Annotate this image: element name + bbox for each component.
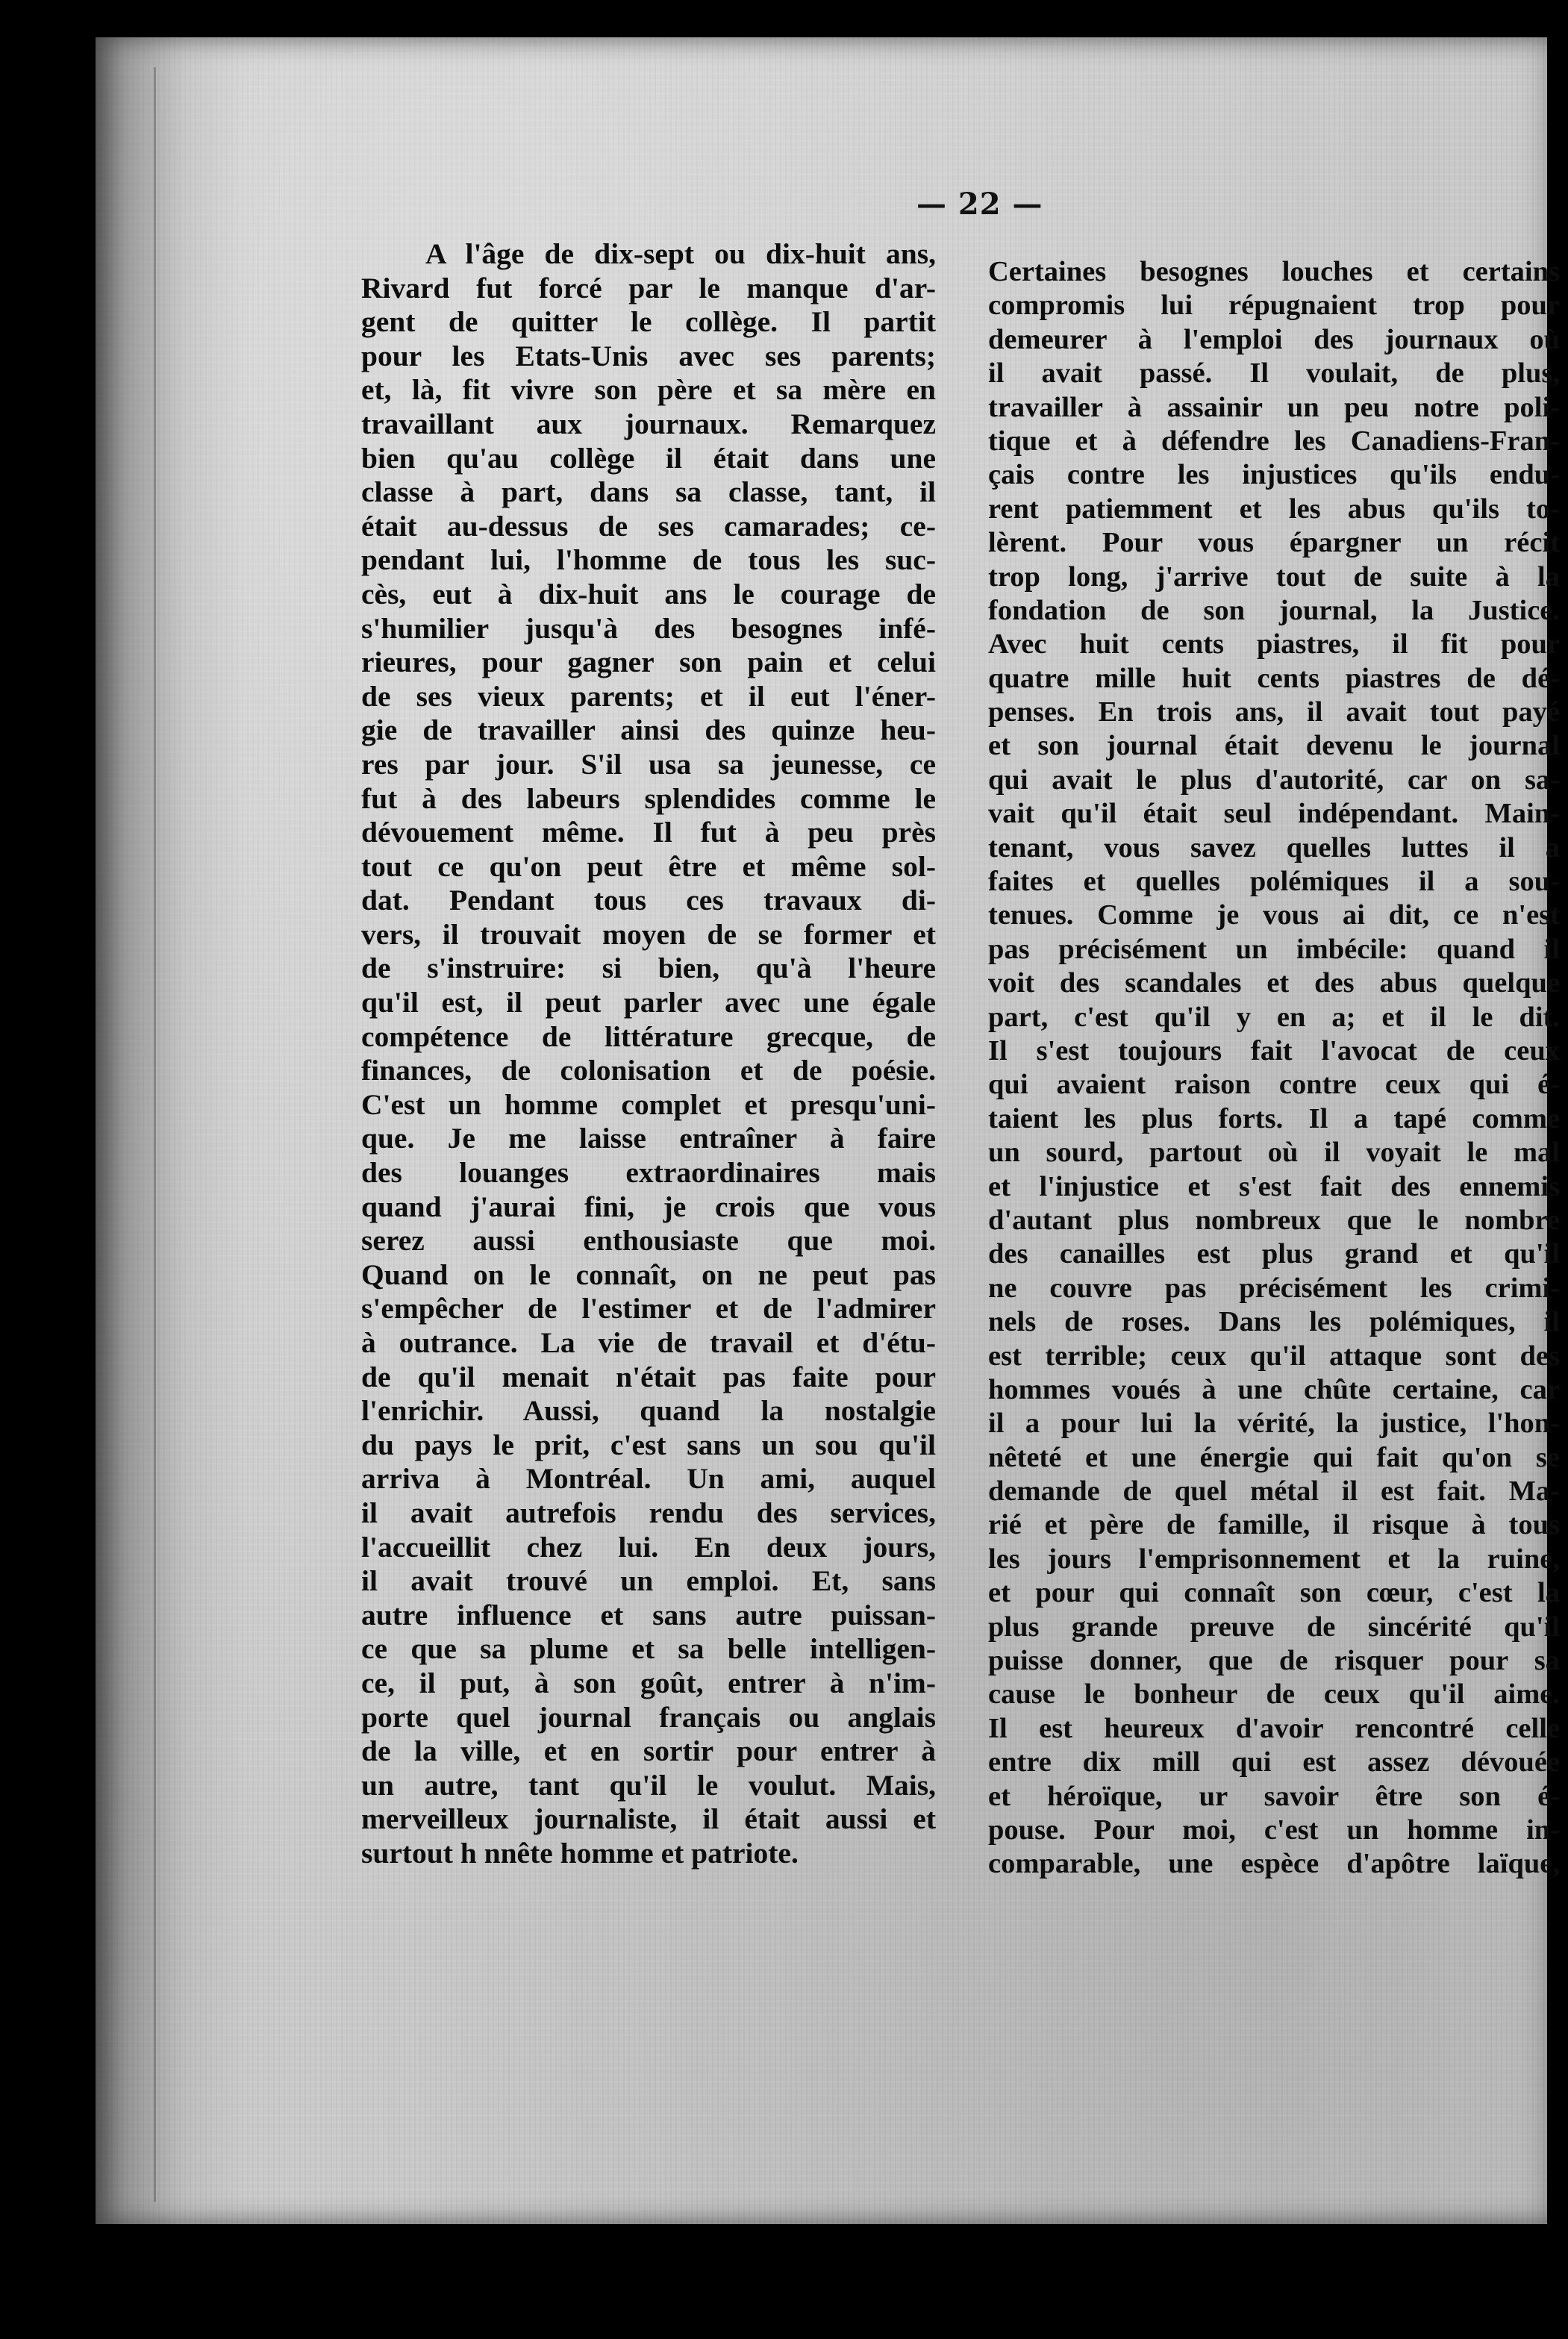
text-line: rent patiemment et les abus qu'ils to- bbox=[988, 493, 1560, 525]
text-line: était au-dessus de ses camarades; ce- bbox=[361, 509, 936, 543]
text-line: compétence de littérature grecque, de bbox=[361, 1019, 936, 1053]
text-line: pendant lui, l'homme de tous les suc- bbox=[361, 543, 936, 577]
text-line: quatre mille huit cents piastres de dé- bbox=[988, 662, 1560, 694]
text-line: à outrance. La vie de travail et d'étu- bbox=[361, 1326, 936, 1359]
text-line: finances, de colonisation et de poésie. bbox=[361, 1054, 936, 1087]
text-line: qui avait le plus d'autorité, car on sa- bbox=[988, 763, 1560, 796]
text-line: gie de travailler ainsi des quinze heu- bbox=[361, 713, 936, 747]
text-line: nêteté et une énergie qui fait qu'on se bbox=[988, 1441, 1560, 1473]
text-line: ce, il put, à son goût, entrer à n'im- bbox=[361, 1666, 936, 1699]
text-line: est terrible; ceux qu'il attaque sont des bbox=[988, 1340, 1560, 1372]
text-line: serez aussi enthousiaste que moi. bbox=[361, 1224, 936, 1258]
text-line: nels de roses. Dans les polémiques, il bbox=[988, 1306, 1560, 1338]
text-line: bien qu'au collège il était dans une bbox=[361, 441, 936, 475]
text-line: surtout h nnête homme et patriote. bbox=[361, 1836, 799, 1870]
text-line: pour les Etats-Unis avec ses parents; bbox=[361, 339, 936, 372]
text-line: entre dix mill qui est assez dévouée bbox=[988, 1746, 1560, 1779]
text-line: Avec huit cents piastres, il fit pour bbox=[988, 628, 1560, 661]
text-line: et son journal était devenu le journal bbox=[988, 730, 1560, 762]
text-line: pouse. Pour moi, c'est un homme in- bbox=[988, 1814, 1560, 1846]
text-line: compromis lui répugnaient trop pour bbox=[988, 290, 1560, 322]
text-line: Quand on le connaît, on ne peut pas bbox=[361, 1258, 936, 1291]
text-line: et l'injustice et s'est fait des ennemis bbox=[988, 1170, 1560, 1202]
text-line: l'enrichir. Aussi, quand la nostalgie bbox=[361, 1394, 936, 1428]
text-line: porte quel journal français ou anglais bbox=[361, 1700, 936, 1734]
text-column-right bbox=[988, 255, 1560, 1881]
text-line: merveilleux journaliste, il était aussi et bbox=[361, 1802, 936, 1836]
text-line: un autre, tant qu'il le voulut. Mais, bbox=[361, 1768, 936, 1802]
text-line: s'humilier jusqu'à des besognes infé- bbox=[361, 611, 936, 645]
text-line: res par jour. S'il usa sa jeunesse, ce bbox=[361, 747, 936, 781]
text-line: de ses vieux parents; et il eut l'éner- bbox=[361, 679, 936, 713]
text-line: du pays le prit, c'est sans un sou qu'il bbox=[361, 1428, 936, 1461]
binding-shadow bbox=[96, 37, 245, 2224]
text-line: rié et père de famille, il risque à tous bbox=[988, 1509, 1560, 1541]
text-line: qu'il est, il peut parler avec une égale bbox=[361, 986, 936, 1019]
text-line: arriva à Montréal. Un ami, auquel bbox=[361, 1462, 936, 1496]
text-line: hommes voués à une chûte certaine, car bbox=[988, 1373, 1560, 1405]
text-line: de la ville, et en sortir pour entrer à bbox=[361, 1734, 936, 1768]
text-line: travailler à assainir un peu notre poli- bbox=[988, 391, 1560, 423]
text-line: quand j'aurai fini, je crois que vous bbox=[361, 1190, 936, 1223]
text-line: ne couvre pas précisément les crimi- bbox=[988, 1272, 1560, 1304]
text-line: de qu'il menait n'était pas faite pour bbox=[361, 1360, 936, 1393]
text-line: qui avaient raison contre ceux qui é- bbox=[988, 1069, 1560, 1101]
text-line: tenues. Comme je vous ai dit, ce n'est bbox=[988, 899, 1560, 931]
text-line: dat. Pendant tous ces travaux di- bbox=[361, 884, 936, 917]
text-line: vait qu'il était seul indépendant. Main- bbox=[988, 798, 1560, 830]
text-line: classe à part, dans sa classe, tant, il bbox=[361, 475, 936, 509]
text-line: il a pour lui la vérité, la justice, l'hon- bbox=[988, 1408, 1560, 1440]
text-line: il avait autrefois rendu des services, bbox=[361, 1496, 936, 1529]
text-line: Il s'est toujours fait l'avocat de ceux bbox=[988, 1034, 1560, 1067]
text-line: A l'âge de dix-sept ou dix-huit ans, bbox=[425, 237, 936, 270]
text-line: demande de quel métal il est fait. Ma- bbox=[988, 1475, 1560, 1508]
text-line: ce que sa plume et sa belle intelligen- bbox=[361, 1632, 936, 1666]
text-column-left bbox=[361, 237, 936, 1871]
text-line: autre influence et sans autre puissan- bbox=[361, 1598, 936, 1631]
text-line: rieures, pour gagner son pain et celui bbox=[361, 646, 936, 679]
text-line: de s'instruire: si bien, qu'à l'heure bbox=[361, 952, 936, 985]
text-line: que. Je me laisse entraîner à faire bbox=[361, 1122, 936, 1155]
text-line: penses. En trois ans, il avait tout payé bbox=[988, 696, 1560, 728]
text-line: tenant, vous savez quelles luttes il a bbox=[988, 831, 1560, 864]
text-line: taient les plus forts. Il a tapé comme bbox=[988, 1102, 1560, 1134]
text-line: et pour qui connaît son cœur, c'est la bbox=[988, 1577, 1560, 1609]
text-line: et héroïque, ur savoir être son é- bbox=[988, 1780, 1560, 1812]
text-line: tique et à défendre les Canadiens-Fran- bbox=[988, 425, 1560, 457]
text-line: lèrent. Pour vous épargner un récit bbox=[988, 527, 1560, 559]
text-line: Rivard fut forcé par le manque d'ar- bbox=[361, 271, 936, 305]
text-line: d'autant plus nombreux que le nombre bbox=[988, 1204, 1560, 1236]
binding-crease bbox=[154, 67, 156, 2202]
text-line: dévouement même. Il fut à peu près bbox=[361, 816, 936, 849]
text-line: travaillant aux journaux. Remarquez bbox=[361, 407, 936, 440]
text-line: comparable, une espèce d'apôtre laïque, bbox=[988, 1848, 1560, 1880]
text-line: puisse donner, que de risquer pour sa bbox=[988, 1645, 1560, 1677]
text-line: çais contre les injustices qu'ils endu- bbox=[988, 459, 1560, 491]
text-line: et, là, fit vivre son père et sa mère en bbox=[361, 373, 936, 407]
text-line: il avait trouvé un emploi. Et, sans bbox=[361, 1564, 936, 1598]
text-line: il avait passé. Il voulait, de plus, bbox=[988, 357, 1560, 390]
text-line: des louanges extraordinaires mais bbox=[361, 1156, 936, 1190]
text-line: des canailles est plus grand et qu'il bbox=[988, 1238, 1560, 1270]
text-line: trop long, j'arrive tout de suite à la bbox=[988, 560, 1560, 593]
text-line: pas précisément un imbécile: quand il bbox=[988, 933, 1560, 965]
text-line: fondation de son journal, la Justice. bbox=[988, 594, 1560, 626]
text-line: un sourd, partout où il voyait le mal bbox=[988, 1137, 1560, 1169]
text-line: s'empêcher de l'estimer et de l'admirer bbox=[361, 1292, 936, 1325]
text-line: plus grande preuve de sincérité qu'il bbox=[988, 1611, 1560, 1643]
text-line: Il est heureux d'avoir rencontré celle bbox=[988, 1712, 1560, 1744]
text-line: voit des scandales et des abus quelque bbox=[988, 967, 1560, 999]
text-line: part, c'est qu'il y en a; et il le dit. bbox=[988, 1001, 1560, 1033]
text-line: vers, il trouvait moyen de se former et bbox=[361, 917, 936, 951]
text-line: gent de quitter le collège. Il partit bbox=[361, 305, 936, 339]
text-line: Certaines besognes louches et certains bbox=[988, 256, 1560, 287]
text-line: les jours l'emprisonnement et la ruine, bbox=[988, 1543, 1560, 1575]
text-line: cause le bonheur de ceux qu'il aime. bbox=[988, 1678, 1560, 1711]
text-line: faites et quelles polémiques il a sou- bbox=[988, 866, 1560, 898]
text-line: l'accueillit chez lui. En deux jours, bbox=[361, 1530, 936, 1564]
text-line: demeurer à l'emploi des journaux où bbox=[988, 323, 1560, 355]
text-line: fut à des labeurs splendides comme le bbox=[361, 781, 936, 815]
text-line: cès, eut à dix-huit ans le courage de bbox=[361, 577, 936, 610]
text-line: C'est un homme complet et presqu'uni- bbox=[361, 1087, 936, 1121]
page-number: — 22 — bbox=[916, 187, 1043, 222]
text-line: tout ce qu'on peut être et même sol- bbox=[361, 849, 936, 883]
